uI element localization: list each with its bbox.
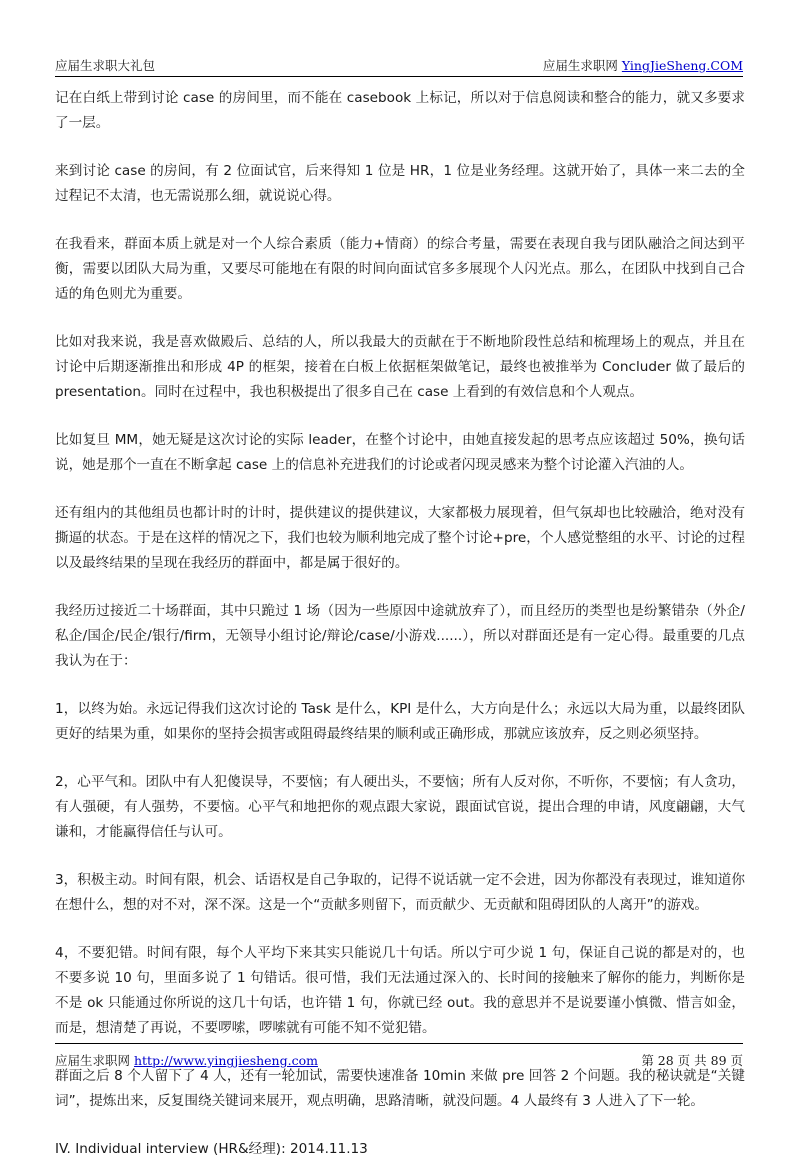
paragraph-7: 我经历过接近二十场群面，其中只跪过 1 场（因为一些原因中途就放弃了），而且经历的类型也是纷繁错杂（外企/私企/国企/民企/银行/firm，无领导小组讨论/辩论/case/小游戏......），所以对群面还是有一定心得。最重要的几点我认为在于： xyxy=(55,603,745,669)
paragraph-1: 记在白纸上带到讨论 case 的房间里，而不能在 casebook 上标记，所以对于信息阅读和整合的能力，就又多要求了一层。 xyxy=(55,90,745,131)
document-body xyxy=(55,86,745,1162)
page-number: 第 28 页 共 89 页 xyxy=(641,1053,743,1068)
paragraph-6: 还有组内的其他组员也都计时的计时，提供建议的提供建议，大家都极力展现着，但气氛却也比较融洽，绝对没有撕逼的状态。于是在这样的情况之下，我们也较为顺利地完成了整个讨论+pre，个人感觉整组的水平、讨论的过程以及最终结果的呈现在我经历的群面中，都是属于很好的。 xyxy=(55,505,745,571)
footer-site-prefix: 应届生求职网 xyxy=(55,1053,134,1068)
footer-site xyxy=(55,1051,318,1069)
footer-site-link[interactable]: http://www.yingjiesheng.com xyxy=(133,1053,318,1068)
header-site-prefix: 应届生求职网 xyxy=(542,58,622,73)
paragraph-3: 在我看来，群面本质上就是对一个人综合素质（能力+情商）的综合考量，需要在表现自我与团队融洽之间达到平衡，需要以团队大局为重，又要尽可能地在有限的时间向面试官多多展现个人闪光点。那么，在团队中找到自己合适的角色则尤为重要。 xyxy=(55,236,745,302)
paragraph-8: 1，以终为始。永远记得我们这次讨论的 Task 是什么，KPI 是什么，大方向是什么；永远以大局为重，以最终团队更好的结果为重，如果你的坚持会损害或阻碍最终结果的顺利或正确形成，那就应该放弃，反之则必须坚持。 xyxy=(55,701,745,742)
paragraph-9: 2，心平气和。团队中有人犯傻误导，不要恼；有人硬出头，不要恼；所有人反对你，不听你，不要恼；有人贪功，有人强硬，有人强势，不要恼。心平气和地把你的观点跟大家说，跟面试官说，提出合理的申请，风度翩翩，大气谦和，才能赢得信任与认可。 xyxy=(55,774,745,840)
section-heading: IV. Individual interview (HR&经理): 2014.11.13 xyxy=(55,1141,368,1157)
paragraph-2: 来到讨论 case 的房间，有 2 位面试官，后来得知 1 位是 HR，1 位是业务经理。这就开始了，具体一来二去的全过程记不太清，也无需说那么细，就说说心得。 xyxy=(55,163,745,204)
header-site xyxy=(543,56,743,74)
page-footer xyxy=(55,1043,743,1068)
paragraph-10: 3，积极主动。时间有限，机会、话语权是自己争取的，记得不说话就一定不会进，因为你都没有表现过，谁知道你在想什么，想的对不对，深不深。这是一个“贡献多则留下，而贡献少、无贡献和阻碍团队的人离开”的游戏。 xyxy=(55,872,745,913)
paragraph-5: 比如复旦 MM，她无疑是这次讨论的实际 leader，在整个讨论中，由她直接发起的思考点应该超过 50%，换句话说，她是那个一直在不断拿起 case 上的信息补充进我们的讨论或者闪现灵感来为整个讨论灌入汽油的人。 xyxy=(55,432,745,473)
header-site-link[interactable]: YingJieSheng.COM xyxy=(621,58,743,73)
paragraph-4: 比如对我来说，我是喜欢做殿后、总结的人，所以我最大的贡献在于不断地阶段性总结和梳理场上的观点，并且在讨论中后期逐渐推出和形成 4P 的框架，接着在白板上依据框架做笔记，最终也被推举为 Concluder 做了最后的 presentation。同时在过程中，我也积极提出了很多自己在 case 上看到的有效信息和个人观点。 xyxy=(55,334,745,400)
page-header xyxy=(55,56,743,77)
paragraph-11: 4，不要犯错。时间有限，每个人平均下来其实只能说几十句话。所以宁可少说 1 句，保证自己说的都是对的，也不要多说 10 句，里面多说了 1 句错话。很可惜，我们无法通过深入的、长时间的接触来了解你的能力，判断你是不是 ok 只能通过你所说的这几十句话，也许错 1 句，你就已经 out。我的意思并不是说要谨小慎微、惜言如金，而是，想清楚了再说，不要啰嗦，啰嗦就有可能不知不觉犯错。 xyxy=(55,945,745,1036)
paragraph-12: 群面之后 8 个人留下了 4 人，还有一轮加试，需要快速准备 10min 来做 pre 回答 2 个问题。我的秘诀就是“关键词”，提炼出来，反复围绕关键词来展开，观点明确，思路清晰，就没问题。4 人最终有 3 人进入了下一轮。 xyxy=(55,1068,745,1109)
header-title: 应届生求职大礼包 xyxy=(55,58,156,73)
